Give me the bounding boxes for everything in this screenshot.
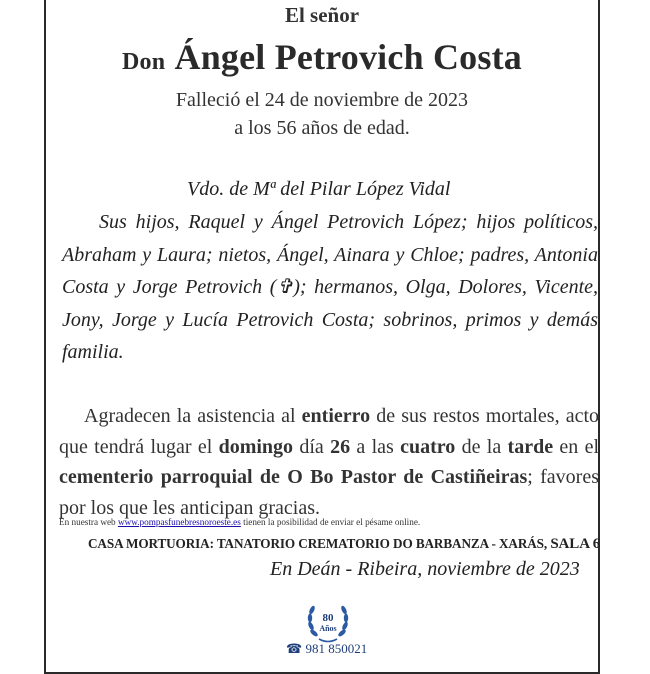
thanks-paragraph — [59, 401, 599, 523]
thanks-text: a las — [350, 435, 401, 458]
place-date: En Deán - Ribeira, noviembre de 2023 — [270, 558, 580, 580]
thanks-bold: cuatro — [400, 435, 456, 458]
thanks-bold: entierro — [301, 405, 371, 427]
mortuary-line — [88, 536, 600, 553]
thanks-text: ; favores por los que les anticipan gracias. — [59, 466, 599, 519]
death-date-line: Falleció el 24 de noviembre de 2023 — [175, 89, 469, 111]
name-text: Ángel Petrovich Costa — [174, 37, 522, 77]
web-note-suffix: tienen la posibilidad de enviar el pésame online. — [240, 517, 421, 527]
widow-line: Vdo. de Mª del Pilar López Vidal — [187, 178, 451, 200]
thanks-bold: tarde — [507, 435, 554, 458]
website-link[interactable]: www.pompasfunebresnoroeste.es — [117, 517, 241, 527]
phone-number: 981 850021 — [305, 641, 368, 656]
cross-icon: ✞ — [276, 276, 294, 299]
thanks-bold: 26 — [330, 435, 351, 458]
thanks-bold: cementerio parroquial de O Bo Pastor de Castiñeiras — [59, 466, 528, 488]
thanks-text: de la — [455, 435, 508, 458]
age-line: a los 56 años de edad. — [234, 117, 410, 139]
thanks-text: día — [293, 435, 331, 458]
family-paragraph — [62, 206, 598, 369]
family-text-1: Sus hijos, Raquel y Ángel Petrovich López; hijos políticos, Abraham y Laura; nietos, Ángel, Ainara y Chloe; padres, Antonia Costa y Jorge Petrovich ( — [62, 211, 598, 299]
mortuary-room: SALA 6 — [550, 536, 601, 552]
notice-heading: El señor — [284, 3, 360, 27]
anniversary-logo — [305, 600, 351, 644]
thanks-bold: domingo — [218, 435, 294, 458]
thanks-text: de sus restos mortales, acto que tendrá lugar el — [59, 405, 599, 458]
phone-line — [286, 641, 367, 657]
deceased-name — [44, 36, 600, 78]
logo-word: Años — [319, 624, 337, 633]
name-prefix: Don — [122, 49, 166, 75]
logo-number: 80 — [322, 612, 334, 624]
phone-icon: ☎ — [286, 641, 303, 656]
web-note-prefix: En nuestra web — [59, 517, 118, 527]
mortuary-text: CASA MORTUORIA: TANATORIO CREMATORIO DO BARBANZA - XARÁS, — [88, 536, 551, 551]
thanks-text: Agradecen la asistencia al — [84, 405, 302, 427]
family-text-2: ); hermanos, Olga, Dolores, Vicente, Jony, Jorge y Lucía Petrovich Costa; sobrinos, primos y demás familia. — [62, 276, 599, 364]
web-note — [59, 517, 420, 527]
thanks-text: en el — [553, 435, 600, 458]
